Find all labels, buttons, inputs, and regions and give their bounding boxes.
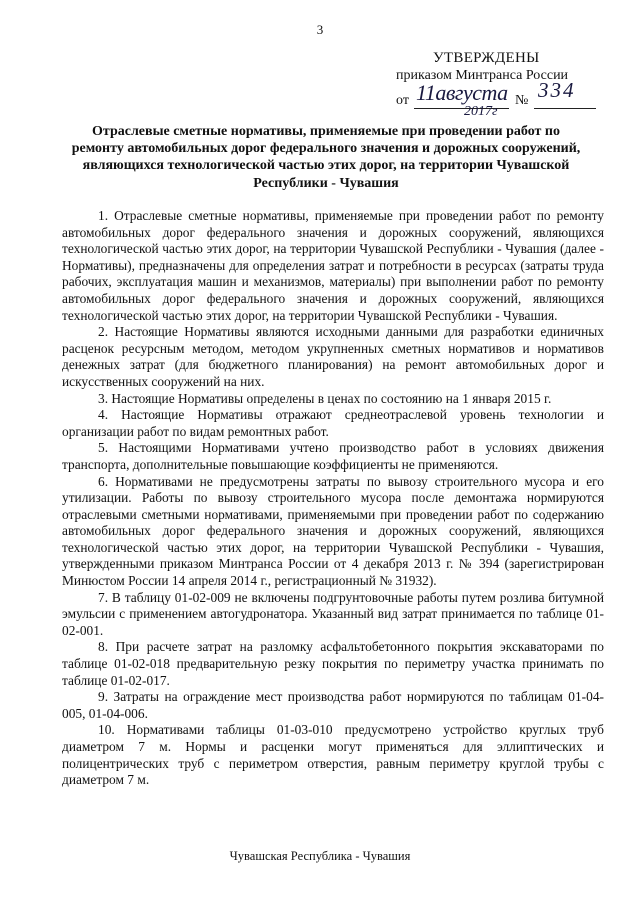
paragraph: 5. Настоящими Нормативами учтено производство работ в условиях движения транспорта, дополнительные повышающие коэффициенты не применяются. <box>62 440 604 472</box>
handwritten-year: 2017г <box>464 104 498 119</box>
approval-title: УТВЕРЖДЕНЫ <box>433 50 540 66</box>
paragraph: 9. Затраты на ограждение мест производства работ нормируются по таблицам 01-04-005, 01-04-006. <box>62 689 604 721</box>
approval-order-line: приказом Минтранса России <box>396 68 569 83</box>
paragraph: 1. Отраслевые сметные нормативы, применяемые при проведении работ по ремонту автомобильных дорог федерального значения и дорожных сооружений, являющихся технологической частью этих дорог, на территории Чувашской Республики - Чувашия (далее - Нормативы), предназначены для определения затрат и потребности в ресурсах (затраты труда рабочих, эксплуатация машин и механизмов, материалы) при выполнении работ по ремонту автомобильных дорог федерального значения и дорожных сооружений, являющихся технологической частью этих дорог, на территории Чувашской Республики - Чувашия. <box>62 208 604 323</box>
number-underline <box>534 108 596 109</box>
paragraph: 10. Нормативами таблицы 01-03-010 предусмотрено устройство круглых труб диаметром 7 м. Нормы и расценки могут применяться для эллиптических и полицентрических труб с периметром отверстия, равным периметру круглой трубы с диаметром 7 м. <box>62 722 604 788</box>
paragraph: 3. Настоящие Нормативы определены в ценах по состоянию на 1 января 2015 г. <box>98 390 552 406</box>
approval-date-number-line <box>396 78 611 119</box>
page-footer: Чувашская Республика - Чувашия <box>229 849 411 863</box>
approval-block <box>396 50 611 119</box>
handwritten-date: 11августа <box>416 80 508 105</box>
document-body <box>62 208 604 789</box>
approval-prefix: от <box>396 93 409 108</box>
paragraph: 8. При расчете затрат на разломку асфальтобетонного покрытия экскаваторами по таблице 01-02-018 предварительную резку покрытия по периметру участка принимать по таблице 01-02-017. <box>62 639 604 688</box>
handwritten-number: 334 <box>538 78 576 102</box>
paragraph: 2. Настоящие Нормативы являются исходными данными для разработки единичных расценок ресурсным методом, методом укрупненных сметных нормативов и нормативов денежных затрат (для бюджетного планирования) на ремонт автомобильных дорог и искусственных сооружений на них. <box>62 324 604 389</box>
number-sign: № <box>515 93 529 108</box>
paragraph: 6. Нормативами не предусмотрены затраты по вывозу строительного мусора и его утилизации. Работы по вывозу строительного мусора после демонтажа нормируются отраслевыми сметными нормативами, применяемыми при проведении работ по содержанию автомобильных дорог федерального значения и дорожных сооружений, являющихся технологической частью этих дорог, на территории Чувашской Республики - Чувашия, утвержденными приказом Минтранса России от 4 декабря 2013 г. № 394 (зарегистрирован Минюстом России 14 апреля 2014 г., регистрационный № 31932). <box>62 473 604 589</box>
page-number: 3 <box>316 22 324 37</box>
paragraph: 7. В таблицу 01-02-009 не включены подгрунтовочные работы путем розлива битумной эмульсии с применением автогудронатора. Указанный вид затрат принимается по таблице 01-02-001. <box>62 589 604 638</box>
document-title: Отраслевые сметные нормативы, применяемые при проведении работ по ремонту автомобильных дорог федерального значения и дорожных сооружений, являющихся технологической частью этих дорог, на территории Чувашской Республики - Чувашия <box>71 124 581 191</box>
paragraph: 4. Настоящие Нормативы отражают среднеотраслевой уровень технологии и организации работ по видам ремонтных работ. <box>62 407 604 439</box>
